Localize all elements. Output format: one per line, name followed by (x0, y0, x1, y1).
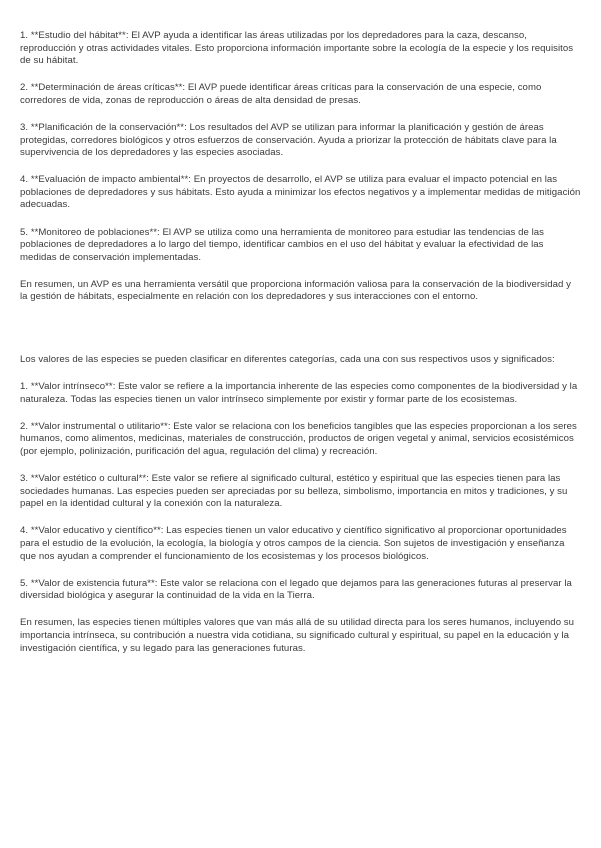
species-values-section (20, 354, 581, 655)
paragraph-aesthetic-value: 3. **Valor estético o cultural**: Este valor se refiere al significado cultural, estético y espiritual que las especies tienen para las sociedades humanas. Las especies pueden ser apreciadas por su belleza, simbolismo, importancia en mitos y tradiciones, y su papel en la identidad cultural y la conexión con la naturaleza. (20, 473, 568, 510)
paragraph-values-summary: En resumen, las especies tienen múltiples valores que van más allá de su utilidad directa para los seres humanos, incluyendo su importancia intrínseca, su contribución a nuestra vida cotidiana, su significado cultural y espiritual, su papel en la educación y la investigación científica, y su legado para las generaciones futuras. (20, 617, 575, 654)
paragraph-instrumental-value: 2. **Valor instrumental o utilitario**: Este valor se relaciona con los beneficios tangibles que las especies proporcionan a los seres humanos, como alimentos, medicinas, materiales de construcción, productos de origen vegetal y animal, servicios ecosistémicos (por ejemplo, polinización, purificación del agua, regulación del clima) y recreación. (20, 420, 577, 457)
paragraph-educational-value: 4. **Valor educativo y científico**: Las especies tienen un valor educativo y científico significativo al proporcionar oportunidades para el estudio de la evolución, la ecología, la biología y otros campos de la ciencia. Son sujetos de investigación y enseñanza que nos ayudan a comprender el funcionamiento de los ecosistemas y los procesos biológicos. (20, 525, 567, 562)
paragraph-habitat-study: 1. **Estudio del hábitat**: El AVP ayuda a identificar las áreas utilizadas por los depredadores para la caza, descanso, reproducción y otras actividades vitales. Esto proporciona información importante sobre la ecología de la especie y los requisitos de su hábitat. (20, 30, 574, 67)
paragraph-critical-areas: 2. **Determinación de áreas críticas**: El AVP puede identificar áreas críticas para la conservación de una especie, como corredores de vida, zonas de reproducción o áreas de alta densidad de presas. (20, 82, 542, 106)
paragraph-intrinsic-value: 1. **Valor intrínseco**: Este valor se refiere a la importancia inherente de las especies como componentes de la biodiversidad y la naturaleza. Todas las especies tienen un valor intrínseco simplemente por existir y formar parte de los ecosistemas. (20, 381, 578, 405)
document-page (20, 30, 581, 670)
paragraph-impact-assessment: 4. **Evaluación de impacto ambiental**: En proyectos de desarrollo, el AVP se utiliza para evaluar el impacto potencial en las poblaciones de depredadores y sus hábitats. Esto ayuda a minimizar los efectos negativos y a implementar medidas de mitigación adecuadas. (20, 174, 581, 211)
paragraph-avp-summary: En resumen, un AVP es una herramienta versátil que proporciona información valiosa para la conservación de la biodiversidad y la gestión de hábitats, especialmente en relación con los depredadores y sus interacciones con el entorno. (20, 278, 571, 303)
paragraph-values-intro: Los valores de las especies se pueden clasificar en diferentes categorías, cada una con sus respectivos usos y significados: (20, 354, 555, 365)
avp-uses-section (20, 30, 581, 304)
paragraph-population-monitoring: 5. **Monitoreo de poblaciones**: El AVP se utiliza como una herramienta de monitoreo para estudiar las tendencias de las poblaciones de depredadores a lo largo del tiempo, identificar cambios en el uso del hábitat y evaluar la efectividad de las medidas de conservación implementadas. (20, 226, 545, 263)
paragraph-future-existence-value: 5. **Valor de existencia futura**: Este valor se relaciona con el legado que dejamos para las generaciones futuras al preservar la diversidad biológica y asegurar la continuidad de la vida en la Tierra. (20, 577, 572, 602)
paragraph-conservation-planning: 3. **Planificación de la conservación**: Los resultados del AVP se utilizan para informar la planificación y gestión de áreas protegidas, corredores biológicos y otros esfuerzos de conservación. Ayuda a priorizar la protección de hábitats clave para la supervivencia de los depredadores y las especies asociadas. (20, 121, 557, 159)
